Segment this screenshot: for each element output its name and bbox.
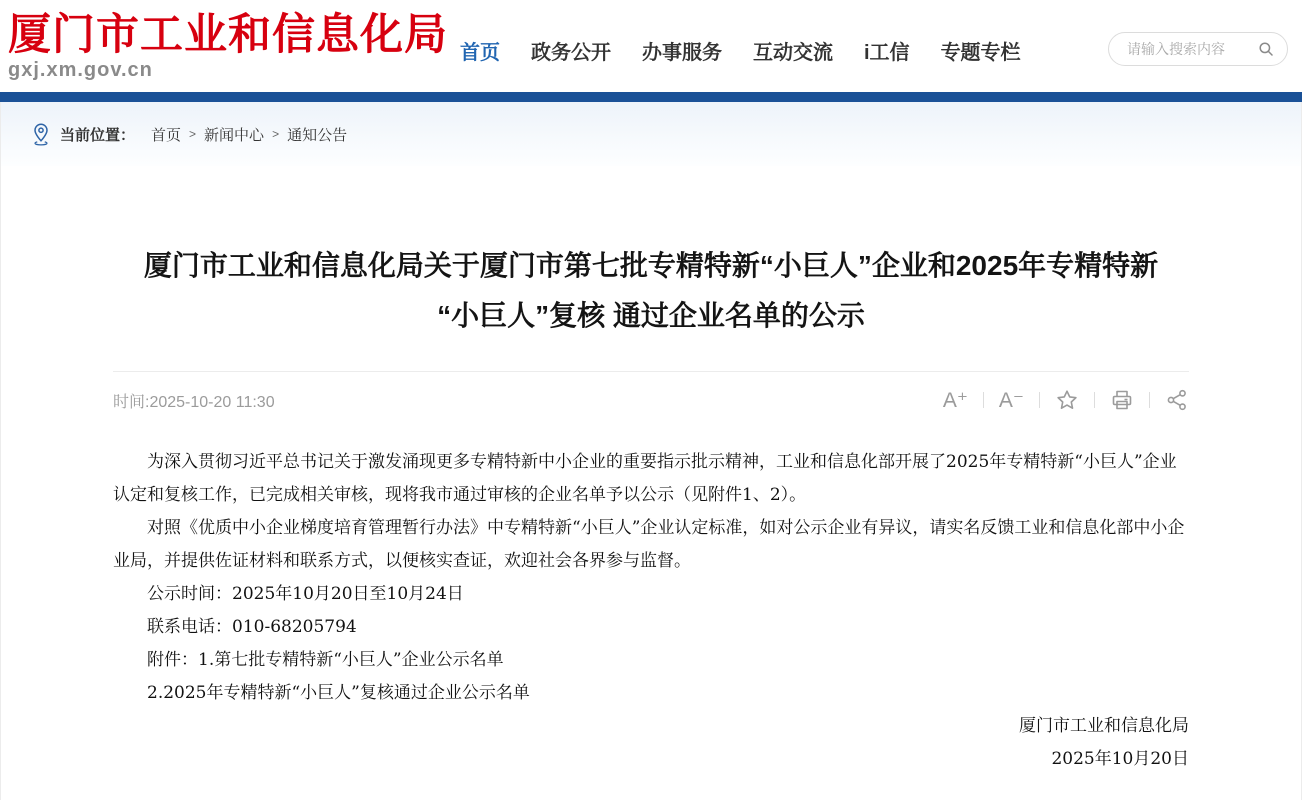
site-logo-domain: gxj.xm.gov.cn <box>8 59 153 81</box>
search-box[interactable] <box>1108 32 1288 66</box>
favorite-star-icon[interactable] <box>1055 388 1079 412</box>
signature-org: 厦门市工业和信息化局 <box>1019 716 1189 736</box>
breadcrumb-item-notices[interactable]: 通知公告 <box>287 126 348 144</box>
publicity-period-line: 公示时间：2025年10月20日至10月24日 <box>147 584 464 604</box>
breadcrumb-separator: > <box>272 127 280 141</box>
font-increase-button[interactable]: A⁺ <box>942 388 968 412</box>
page-lower <box>0 102 1302 800</box>
paragraph: 对照《优质中小企业梯度培育管理暂行办法》中专精特新“小巨人”企业认定标准，如对公示企业有异议，请实名反馈工业和信息化部中小企业局，并提供佐证材料和联系方式，以便核实查证，欢迎社会各界参与监督。 <box>113 518 1185 571</box>
publish-time: 时间:2025-10-20 11:30 <box>113 393 275 411</box>
article-title-line1: 厦门市工业和信息化局关于厦门市第七批专精特新“小巨人”企业和2025年专精特新 <box>143 250 1159 281</box>
nav-item-interaction[interactable]: 互动交流 <box>753 41 833 64</box>
toolbar-divider <box>1039 392 1040 408</box>
article-meta-row <box>113 371 1189 412</box>
article-toolbar <box>943 388 1189 412</box>
site-logo[interactable] <box>8 10 460 82</box>
search-input[interactable] <box>1125 40 1257 58</box>
search-icon[interactable] <box>1257 40 1275 58</box>
attachment-1-line: 附件：1.第七批专精特新“小巨人”企业公示名单 <box>147 650 504 670</box>
nav-item-i-gongxin[interactable]: i工信 <box>864 41 910 64</box>
nav-item-home[interactable]: 首页 <box>460 41 500 64</box>
print-icon[interactable] <box>1110 388 1134 412</box>
signature-date: 2025年10月20日 <box>1051 749 1189 769</box>
breadcrumb-item-home[interactable]: 首页 <box>151 126 182 144</box>
breadcrumb-separator: > <box>189 127 197 141</box>
breadcrumb <box>1 102 1301 166</box>
contact-phone-line: 联系电话：010-68205794 <box>147 617 357 637</box>
article-title-line2: “小巨人”复核 通过企业名单的公示 <box>437 300 865 331</box>
article <box>1 241 1301 776</box>
share-icon[interactable] <box>1165 388 1189 412</box>
toolbar-divider <box>1094 392 1095 408</box>
toolbar-divider <box>983 392 984 408</box>
site-header <box>0 0 1302 92</box>
breadcrumb-label: 当前位置： <box>60 126 136 144</box>
paragraph: 为深入贯彻习近平总书记关于激发涌现更多专精特新中小企业的重要指示批示精神，工业和信息化部开展了2025年专精特新“小巨人”企业认定和复核工作，已完成相关审核，现将我市通过审核的企业名单予以公示（见附件1、2）。 <box>113 452 1177 505</box>
site-logo-title: 厦门市工业和信息化局 <box>8 12 448 59</box>
nav-item-gov-info[interactable]: 政务公开 <box>531 41 611 64</box>
location-pin-icon <box>32 122 50 146</box>
font-decrease-button[interactable]: A⁻ <box>998 388 1024 412</box>
main-nav <box>460 36 1021 65</box>
nav-item-services[interactable]: 办事服务 <box>642 41 722 64</box>
article-body <box>113 446 1189 776</box>
toolbar-divider <box>1149 392 1150 408</box>
nav-item-special-topics[interactable]: 专题专栏 <box>940 41 1021 64</box>
breadcrumb-item-news-center[interactable]: 新闻中心 <box>204 126 265 144</box>
article-title <box>113 241 1189 341</box>
top-blue-bar <box>0 92 1302 102</box>
attachment-2-line: 2.2025年专精特新“小巨人”复核通过企业公示名单 <box>147 683 530 703</box>
